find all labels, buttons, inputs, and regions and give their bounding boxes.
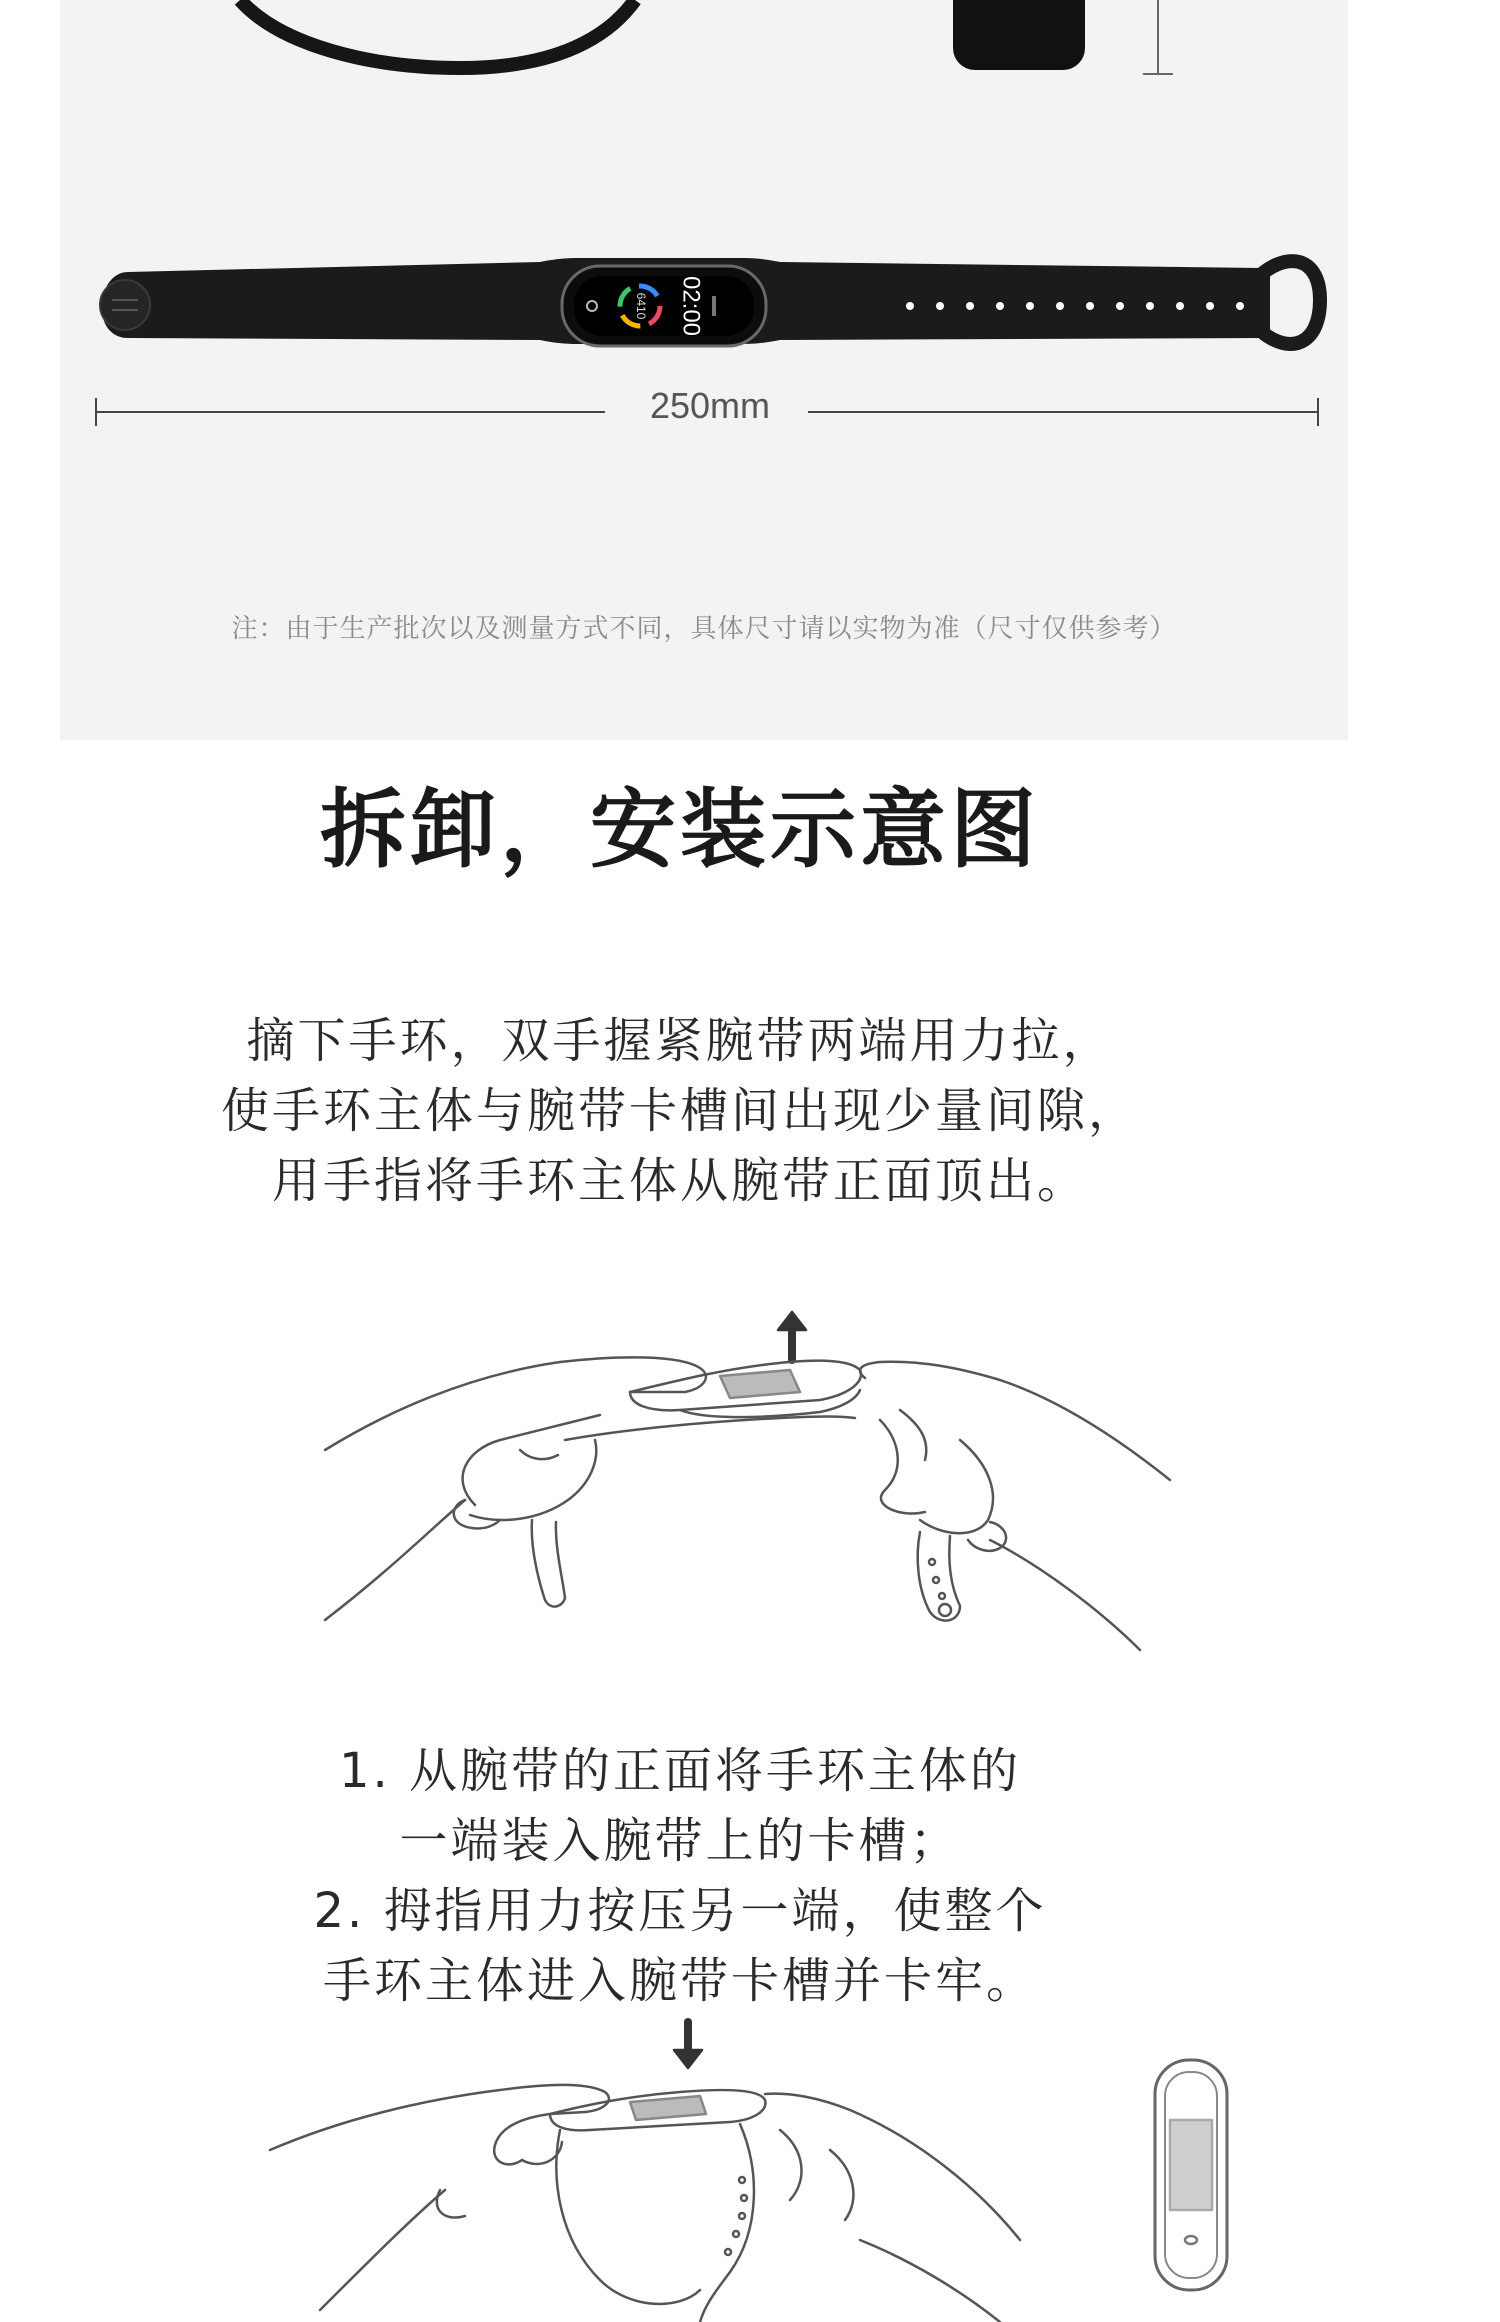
svg-text:02:00: 02:00: [677, 275, 705, 337]
strap-buckle: [100, 280, 150, 330]
band-length-label: 250mm: [649, 385, 771, 426]
instruction-line: 一端装入腕带上的卡槽；: [399, 1813, 961, 1869]
instruction-line: 1. 从腕带的正面将手环主体的: [338, 1743, 1022, 1799]
size-disclaimer-note: 注：由于生产批次以及测量方式不同，具体尺寸请以实物为准（尺寸仅供参考）: [231, 614, 1177, 644]
tracker-screen: [574, 276, 754, 336]
instruction-line: 2. 拇指用力按压另一端，使整个: [313, 1883, 1047, 1939]
section-title: 拆卸，安装示意图: [320, 780, 1040, 880]
removal-illustration: [300, 1300, 1200, 1660]
install-instructions: [0, 1736, 1360, 2016]
pod-side-view: [953, 0, 1085, 70]
instruction-line: 用手指将手环主体从腕带正面顶出。: [271, 1153, 1088, 1209]
install-illustration: [260, 2010, 1260, 2322]
tracker-screen-outline: [1170, 2120, 1212, 2210]
removal-instructions: [0, 1006, 1360, 1216]
strap-loop-top: [240, 0, 635, 68]
instruction-line: 手环主体进入腕带卡槽并卡牢。: [322, 1953, 1037, 2009]
instruction-line: 摘下手环，双手握紧腕带两端用力拉，: [246, 1013, 1114, 1069]
svg-text:6410: 6410: [633, 292, 648, 320]
instruction-line: 使手环主体与腕带卡槽间出现少量间隙，: [220, 1083, 1139, 1139]
